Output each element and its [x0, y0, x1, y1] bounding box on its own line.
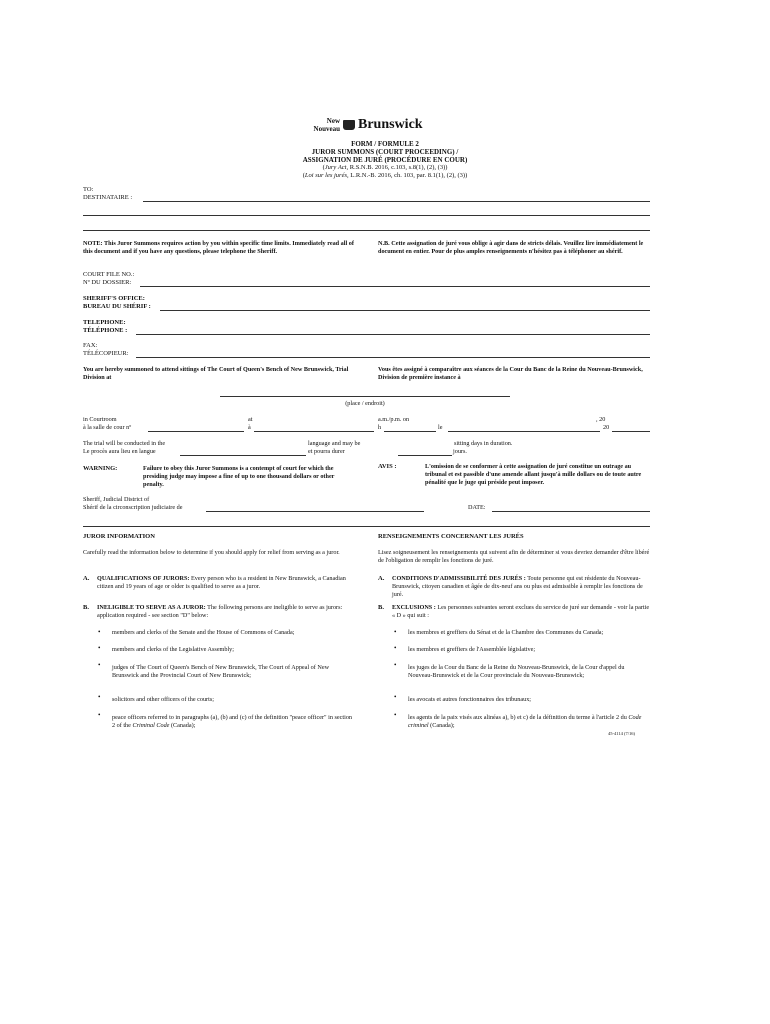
telephone-label-fr: TÉLÉPHONE : — [83, 327, 128, 334]
bullet-icon: • — [98, 661, 101, 669]
sheriff-district-fr: Shérif de la circonscription judiciaire de — [83, 504, 183, 511]
juror-info-intro-fr: Lisez soigneusement les renseignements qui suivent afin de déterminer si vous devriez demander d'être libéré de l'obligation de remplir les fonctions de juré. — [378, 549, 650, 564]
juror-info-heading-en: JUROR INFORMATION — [83, 533, 155, 540]
year-label-fr: 20 — [603, 424, 610, 431]
section-b-label-fr: B. — [378, 604, 384, 611]
sheriff-office-field[interactable] — [160, 310, 650, 311]
section-a-label-fr: A. — [378, 575, 385, 582]
note-en: NOTE: This Juror Summons requires action by you within specific time limits. Immediately read all of this document and if you have any questions, please telephone the Sheriff. — [83, 240, 354, 255]
sheriff-district-en: Sheriff, Judicial District of — [83, 496, 150, 503]
trial-language-fr: Le procès aura lieu en langue — [83, 448, 156, 455]
warning-text: Failure to obey this Juror Summons is a contempt of court for which the presiding judge may impose a fine of up to one thousand dollars or other penalty. — [143, 465, 335, 488]
telephone-field[interactable] — [136, 334, 650, 335]
bullet-icon: • — [98, 693, 101, 701]
signature-date-field[interactable] — [492, 511, 650, 512]
bullet-icon: • — [394, 661, 397, 669]
bullet-icon: • — [394, 711, 397, 719]
destinataire-label: DESTINATAIRE : — [83, 194, 133, 201]
duration-label-fr: et pourra durer — [308, 448, 345, 455]
list-item: les avocats et autres fonctionnaires des tribunaux; — [408, 696, 532, 703]
le-label: le — [438, 424, 443, 431]
bullet-icon: • — [394, 628, 397, 636]
list-item: les membres et greffiers de l'Assemblée législative; — [408, 646, 536, 653]
avis-label: AVIS : — [378, 463, 397, 470]
a-label: à — [248, 424, 251, 431]
list-item: members and clerks of the Legislative Assembly; — [112, 646, 235, 653]
salle-de-cour-label: à la salle de cour nº — [83, 424, 132, 431]
bullet-icon: • — [394, 693, 397, 701]
logo-nouveau: Nouveau — [313, 125, 340, 133]
fax-label-fr: TÉLÉCOPIEUR: — [83, 350, 129, 357]
section-a-en: QUALIFICATIONS OF JURORS: Every person who is a resident in New Brunswick, a Canadian citizen and 19 years of age or older is qualified to serve as a juror. — [97, 575, 346, 590]
section-a-label-en: A. — [83, 575, 90, 582]
year-field[interactable] — [612, 431, 650, 432]
courtroom-field[interactable] — [148, 431, 244, 432]
bullet-icon: • — [394, 644, 397, 652]
juror-info-heading-fr: RENSEIGNEMENTS CONCERNANT LES JURÉS — [378, 533, 524, 540]
statute-ref-en: (Jury Act, R.S.N.B. 2016, c.103, s.8(1), (2), (3)) — [322, 164, 448, 171]
place-label: (place / endroit) — [345, 400, 385, 407]
nb-logo — [300, 117, 440, 137]
court-file-label-fr: Nº DU DOSSIER: — [83, 279, 132, 286]
date-field[interactable] — [448, 431, 600, 432]
sheriff-office-label-fr: BUREAU DU SHÉRIF : — [83, 303, 151, 310]
to-line-3[interactable] — [83, 230, 650, 231]
avis-text: L'omission de se conformer à cette assignation de juré constitue un outrage au tribunal et est passible d'une amende allant jusqu'à mille dollars ou de toute autre pénalité que le juge qui préside peut imposer. — [425, 463, 642, 486]
note-fr: N.B. Cette assignation de juré vous oblige à agir dans de stricts délais. Veuillez lire immédiatement le document en entier. Pour de plus amples renseignements n'hésitez pas à téléphoner au shérif. — [378, 240, 644, 255]
year-label-en: , 20 — [596, 416, 606, 423]
juror-info-intro-en: Carefully read the information below to determine if you should apply for relief from serving as a juror. — [83, 549, 340, 556]
section-b-en: INELIGIBLE TO SERVE AS A JUROR: The following persons are ineligible to serve as jurors: application required - see section "D" below: — [97, 604, 343, 619]
to-line-1[interactable] — [143, 201, 650, 202]
section-b-label-en: B. — [83, 604, 89, 611]
at-label: at — [248, 416, 253, 423]
title-fr: ASSIGNATION DE JURÉ (PROCÉDURE EN COUR) — [302, 156, 468, 164]
bullet-icon: • — [98, 644, 101, 652]
section-a-fr: CONDITIONS D'ADMISSIBILITÉ DES JURÉS : Toute personne qui est résidente du Nouveau-Brunswick, citoyen canadien et âgée de dix-neuf ans ou plus est admissible à remplir les fonctions de juré. — [392, 575, 643, 598]
list-item: members and clerks of the Senate and the House of Commons of Canada; — [112, 629, 295, 636]
section-divider — [83, 526, 650, 527]
list-item: solicitors and other officers of the courts; — [112, 696, 214, 703]
fax-field[interactable] — [136, 357, 650, 358]
date-label: DATE: — [468, 504, 486, 511]
to-label: TO: — [83, 186, 94, 193]
days-field[interactable] — [398, 455, 452, 456]
district-field[interactable] — [206, 511, 424, 512]
logo-brunswick: Brunswick — [358, 117, 423, 132]
summon-en: You are hereby summoned to attend sittings of The Court of Queen's Bench of New Brunswick, Trial Division at — [83, 366, 349, 381]
trial-language-en: The trial will be conducted in the — [83, 440, 166, 447]
fax-label-en: FAX: — [83, 342, 98, 349]
bullet-icon: • — [98, 628, 101, 636]
in-courtroom-label: in Courtroom — [83, 416, 117, 423]
h-label: h — [378, 424, 382, 431]
list-item: judges of The Court of Queen's Bench of New Brunswick, The Court of Appeal of New Brunswick and the Provincial Court of New Brunswick; — [112, 664, 330, 679]
sitting-days-en: sitting days in duration. — [454, 440, 513, 447]
statute-ref-fr: (Loi sur les jurés, L.R.N.-B. 2016, ch. 103, par. 8.1(1), (2), (3)) — [302, 172, 468, 179]
hour-field[interactable] — [384, 431, 436, 432]
telephone-label-en: TELEPHONE: — [83, 319, 126, 326]
summon-fr: Vous êtes assigné à comparaître aux séances de la Cour du Banc de la Reine du Nouveau-Brunswick, Division de première instance à — [378, 366, 643, 381]
court-file-label-en: COURT FILE NO.: — [83, 271, 135, 278]
warning-label: WARNING: — [83, 465, 118, 472]
crest-icon — [343, 120, 355, 130]
list-item: les agents de la paix visés aux alinéas a), b) et c) de la définition du terme à l'article 2 du Code criminel (Canada); — [408, 714, 642, 729]
to-line-2[interactable] — [83, 215, 650, 216]
form-code: 45-4114 (7/16) — [608, 731, 635, 736]
place-field[interactable] — [220, 396, 510, 397]
list-item: peace officers referred to in paragraphs (a), (b) and (c) of the definition "peace officer" in section 2 of the Criminal Code (Canada); — [112, 714, 353, 729]
bullet-icon: • — [98, 711, 101, 719]
form-number-header: FORM / FORMULE 2 — [351, 140, 419, 148]
court-file-field[interactable] — [140, 286, 650, 287]
jours-label: jours. — [453, 448, 467, 455]
ampm-label: a.m./p.m. on — [378, 416, 410, 423]
sheriff-office-label-en: SHERIFF'S OFFICE: — [83, 295, 145, 302]
time-field[interactable] — [254, 431, 374, 432]
duration-label-en: language and may be — [308, 440, 361, 447]
language-field[interactable] — [180, 455, 306, 456]
title-en: JUROR SUMMONS (COURT PROCEEDING) / — [311, 148, 459, 156]
list-item: les membres et greffiers du Sénat et de la Chambre des Communes du Canada; — [408, 629, 604, 636]
logo-new: New — [326, 117, 340, 125]
list-item: les juges de la Cour du Banc de la Reine du Nouveau-Brunswick, de la Cour d'appel du Nouveau-Brunswick et de la Cour provinciale du Nouveau-Brunswick; — [408, 664, 625, 679]
section-b-fr: EXCLUSIONS : Les personnes suivantes seront exclues du service de juré sur demande - voir la partie « D » qui suit : — [392, 604, 650, 619]
